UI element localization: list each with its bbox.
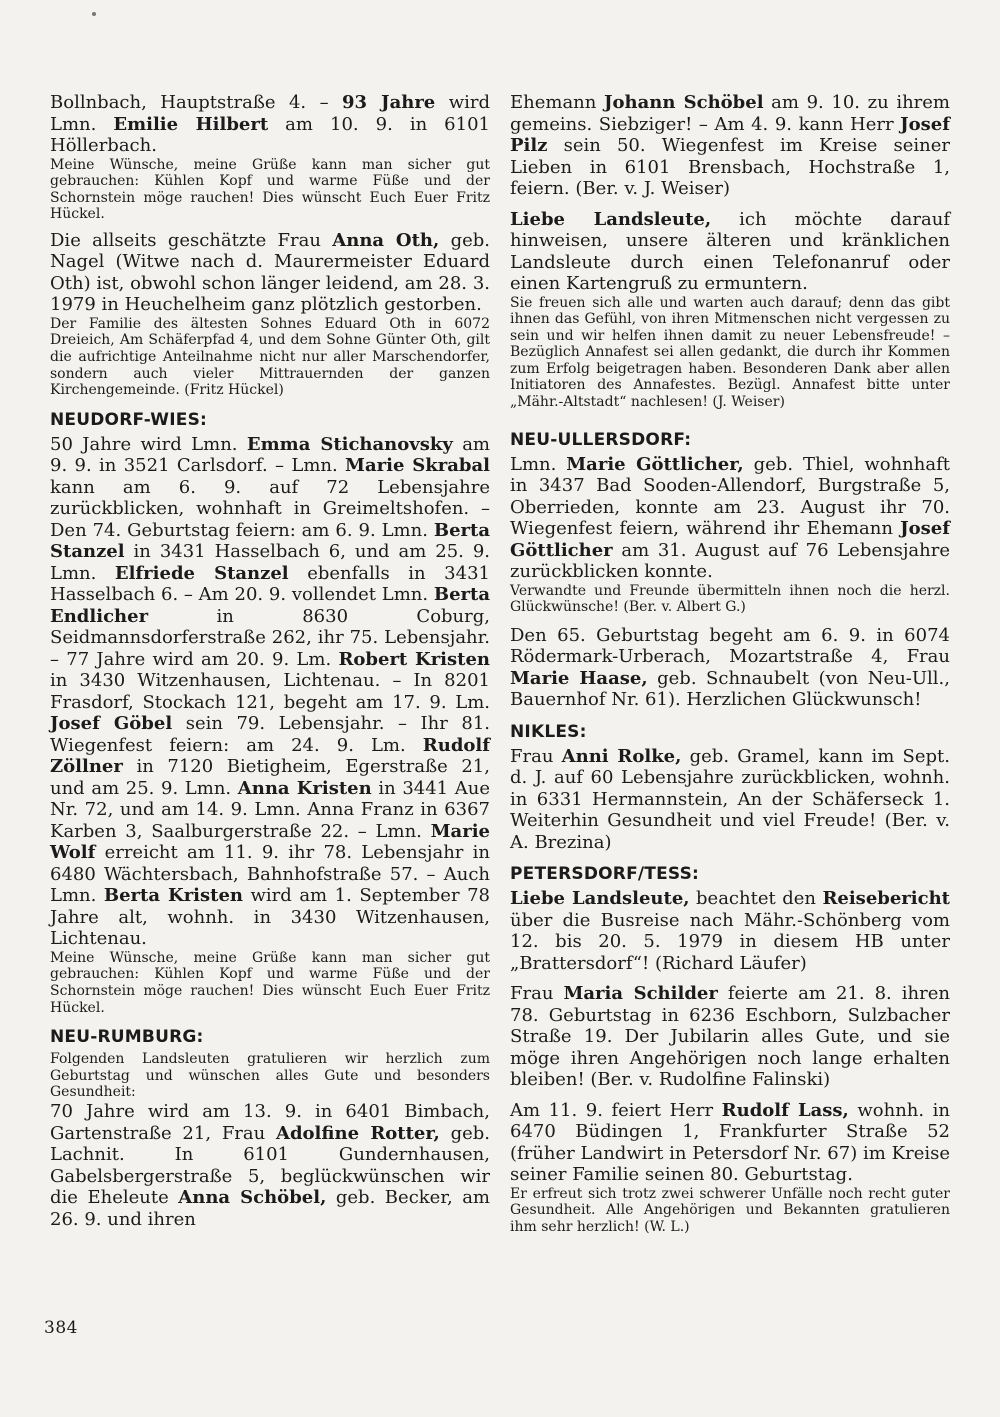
paragraph: Die allseits geschätzte Frau Anna Oth, geb. Nagel (Witwe nach d. Maurermeister Eduard Oth) ist, obwohl schon länger leidend, am 28. 3. 1979 in Heuchelheim ganz plötzlich gestorben. [50,229,491,316]
paragraph: Den 65. Geburtstag begeht am 6. 9. in 6074 Rödermark-Urberach, Mozartstraße 4, Frau Marie Haase, geb. Schnaubelt (von Neu-Ull., Bauernhof Nr. 61). Herzlichen Glückwunsch! [510,624,950,711]
print-speck [92,12,96,16]
paragraph: 50 Jahre wird Lmn. Emma Stichanovsky am 9. 9. in 3521 Carlsdorf. – Lmn. Marie Skrabal kann am 6. 9. auf 72 Lebensjahre zurückblicken, wohnhaft in Greimeltshofen. – Den 74. Geburtstag feiern: am 6. 9. Lmn. Berta Stanzel in 3431 Hasselbach 6, und am 25. 9. Lmn. Elfriede Stanzel ebenfalls in 3431 Hasselbach 6. – Am 20. 9. vollendet Lmn. Berta Endlicher in 8630 Coburg, Seidmannsdorferstraße 262, ihr 75. Lebensjahr. – 77 Jahre wird am 20. 9. Lm. Robert Kristen in 3430 Witzenhausen, Lichtenau. – In 8201 Frasdorf, Stockach 121, begeht am 17. 9. Lm. Josef Göbel sein 79. Lebensjahr. – Ihr 81. Wiegenfest feiern: am 24. 9. Lm. Rudolf Zöllner in 7120 Bietigheim, Egerstraße 21, und am 25. 9. Lmn. Anna Kristen in 3441 Aue Nr. 72, und am 14. 9. Lmn. Anna Franz in 6367 Karben 3, Saalburgerstraße 22. – Lmn. Marie Wolf erreicht am 11. 9. ihr 78. Lebensjahr in 6480 Wächtersbach, Bahnhofstraße 57. – Auch Lmn. Berta Kristen wird am 1. September 78 Jahre alt, wohnh. in 3430 Witzenhausen, Lichtenau. [50,433,491,950]
right-column [510,92,950,1236]
paragraph-small: Er erfreut sich trotz zwei schwerer Unfälle noch recht guter Gesundheit. Alle Angehörigen und Bekannten gratulieren ihm sehr herzlich! (W. L.) [510,1185,950,1236]
paragraph: 70 Jahre wird am 13. 9. in 6401 Bimbach, Gartenstraße 21, Frau Adolfine Rotter, geb. Lachnit. In 6101 Gundernhausen, Gabelsbergerstraße 5, beglückwünschen wir die Eheleute Anna Schöbel, geb. Becker, am 26. 9. und ihren [50,1101,491,1230]
paragraph: Lmn. Marie Göttlicher, geb. Thiel, wohnhaft in 3437 Bad Sooden-Allendorf, Burgstraße 5, Oberrieden, konnte am 23. August ihr 70. Wiegenfest feiern, während ihr Ehemann Josef Göttlicher am 31. August auf 76 Lebensjahre zurückblicken konnte. [510,453,950,583]
left-column [50,92,490,1230]
paragraph-small: Verwandte und Freunde übermitteln ihnen noch die herzl. Glückwünsche! (Ber. v. Albert G.) [510,582,950,616]
paragraph-small: Meine Wünsche, meine Grüße kann man sicher gut gebrauchen: Kühlen Kopf und warme Füße und der Schornstein möge rauchen! Dies wünscht Euch Euer Fritz Hückel. [50,949,490,1016]
section-heading-neudorf-wies: NEUDORF-WIES: [50,409,208,430]
paragraph: Ehemann Johann Schöbel am 9. 10. zu ihrem gemeins. Siebziger! – Am 4. 9. kann Herr Josef Pilz sein 50. Wiegenfest im Kreise seiner Lieben in 6101 Brensbach, Hochstraße 1, feiern. (Ber. v. J. Weiser) [510,92,951,199]
paragraph: Am 11. 9. feiert Herr Rudolf Lass, wohnh. in 6470 Büdingen 1, Frankfurter Straße 52 (früher Landwirt in Petersdorf Nr. 67) im Kreise seiner Familie seinen 80. Geburtstag. [510,1099,950,1186]
section-heading-nikles: NIKLES: [510,721,587,742]
page-number: 384 [44,1318,78,1338]
paragraph-small: Sie freuen sich alle und warten auch darauf; denn das gibt ihnen das Gefühl, von ihren Mitmenschen nicht vergessen zu sein und wir helfen ihnen damit zu neuer Lebensfreude! – Bezüglich Annafest sei allen gedankt, die durch ihr Kommen zum Erfolg beigetragen haben. Besonderen Dank aber allen Initiatoren des Annafestes. Bezügl. Annafest bitte unter „Mähr.-Altstadt“ nachlesen! (J. Weiser) [510,294,950,411]
paragraph: Liebe Landsleute, beachtet den Reisebericht über die Busreise nach Mähr.-Schönberg vom 12. bis 20. 5. 1979 in diesem HB unter „Brattersdorf“! (Richard Läufer) [510,888,950,974]
paragraph: Bollnbach, Hauptstraße 4. – 93 Jahre wird Lmn. Emilie Hilbert am 10. 9. in 6101 Höllerbach. [50,92,490,156]
section-heading-neu-rumburg: NEU-RUMBURG: [50,1027,204,1048]
paragraph-small: Folgenden Landsleuten gratulieren wir herzlich zum Geburtstag und wünschen alles Gute und besonders Gesundheit: [50,1051,490,1101]
section-heading-petersdorf-tess: PETERSDORF/TESS: [510,864,700,885]
paragraph: Liebe Landsleute, ich möchte darauf hinweisen, unsere älteren und kränklichen Landsleute durch einen Telefonanruf oder einen Kartengruß zu ermuntern. [510,208,951,294]
paragraph: Frau Maria Schilder feierte am 21. 8. ihren 78. Geburtstag in 6236 Eschborn, Sulzbacher Straße 19. Der Jubilarin alles Gute, und sie möge ihren Angehörigen noch lange erhalten bleiben! (Ber. v. Rudolfine Falinski) [510,983,950,1091]
section-heading-neu-ullersdorf: NEU-ULLERSDORF: [510,429,692,450]
paragraph: Frau Anni Rolke, geb. Gramel, kann im Sept. d. J. auf 60 Lebensjahre zurückblicken, wohnh. in 6331 Hermannstein, An der Schäferseck 1. Weiterhin Gesundheit und viel Freude! (Ber. v. A. Brezina) [510,745,950,853]
paragraph-small: Meine Wünsche, meine Grüße kann man sicher gut gebrauchen: Kühlen Kopf und warme Füße und der Schornstein möge rauchen! Dies wünscht Euch Euer Fritz Hückel. [50,156,490,223]
paragraph-small: Der Familie des ältesten Sohnes Eduard Oth in 6072 Dreieich, Am Schäferpfad 4, und dem Sohne Günter Oth, gilt die aufrichtige Anteilnahme nicht nur aller Marschendorfer, sondern auch vieler Mittrauernden der ganzen Kirchengemeinde. (Fritz Hückel) [50,315,490,399]
